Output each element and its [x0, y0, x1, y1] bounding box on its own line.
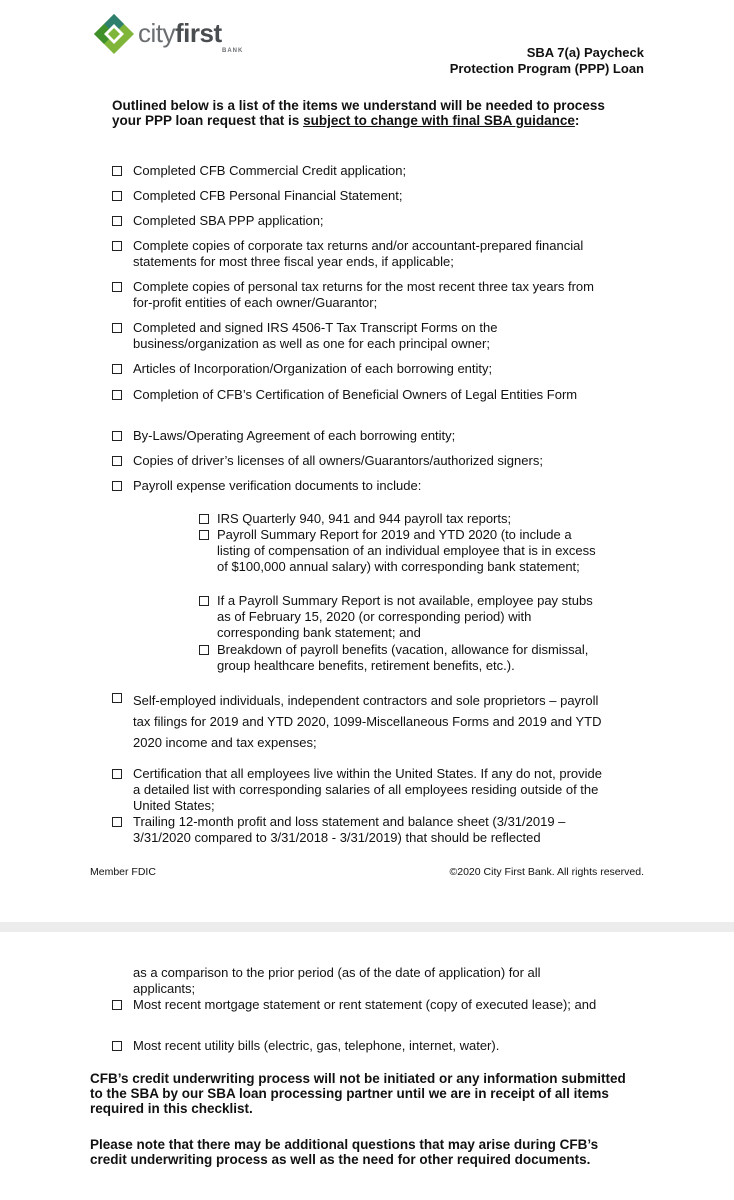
intro-paragraph: Outlined below is a list of the items we understand will be needed to process your PPP loan request that is subject to change with final SBA guidance: [112, 98, 605, 128]
title-line-2: Protection Program (PPP) Loan [449, 61, 644, 76]
document-title [450, 45, 644, 77]
checkbox[interactable] [112, 481, 122, 491]
checkbox[interactable] [112, 817, 122, 827]
checkbox[interactable] [112, 693, 122, 703]
checkbox[interactable] [112, 241, 122, 251]
checkbox[interactable] [112, 191, 122, 201]
checkbox[interactable] [112, 456, 122, 466]
checkbox[interactable] [112, 390, 122, 400]
checkbox[interactable] [112, 1041, 122, 1051]
title-line-1: SBA 7(a) Paycheck [526, 45, 644, 60]
checkbox[interactable] [112, 431, 122, 441]
underwriting-notice: CFB’s credit underwriting process will not be initiated or any information submitted to the SBA by our SBA loan processing partner until we are in receipt of all items required in this checklist. [90, 1071, 626, 1116]
additional-questions-notice: Please note that there may be additional questions that may arise during CFB’s credit underwriting process as well as the need for other required documents. [90, 1137, 599, 1167]
footer-copyright: ©2020 City First Bank. All rights reserved. [449, 866, 644, 878]
logo-wordmark: cityfirst [138, 18, 222, 48]
checkbox[interactable] [112, 216, 122, 226]
checkbox[interactable] [199, 514, 209, 524]
intro-underlined-text: subject to change with final SBA guidance [303, 113, 575, 128]
document-page-1: cityfirst BANK SBA 7(a) Paycheck Protection Program (PPP) Loan Outlined below is a list of the items we understand will be needed to process your PPP loan request that is subject to change with final SBA guidance: Completed CFB Commercial Credit application; Completed CFB Personal Financial Statement; Completed SBA PPP application; Complete copies of corporate tax returns and/or accountant-prepared financial statements for most three fiscal year ends, if applicable; Complete copies of personal tax returns for the most recent three tax years from for-profit entities of each owner/Guarantor; Completed and signed IRS 4506-T Tax Transcript Forms on the business/organization as well as one for each principal owner; Articles of Incorporation/Organization of each borrowing entity; Completion of CFB’s Certification of Beneficial Owners of Legal Entities Form By-Laws/Operating Agreement of each borrowing entity; Copies of driver’s licenses of all owners/Guarantors/authorized signers; Payroll expense verification documents to include: IRS Quarterly 940, 941 and 944 payroll tax reports; Payroll Summary Report for 2019 and YTD 2020 (to include a listing of compensation of an individual employee that is in excess of $100,000 annual salary) with corresponding bank statement; If a Payroll Summary Report is not available, employee pay stubs as of February 15, 2020 (or corresponding period) with corresponding bank statement; and Breakdown of payroll benefits (vacation, allowance for dismissal, group healthcare benefits, retirement benefits, etc.). Self-employed individuals, independent contractors and sole proprietors – payroll tax filings for 2019 and YTD 2020, 1099-Miscellaneous Forms and 2019 and YTD 2020 income and tax expenses; Certification that all employees live within the United States. If any do not, provide a detailed list with corresponding salaries of all employees residing outside of the United States; Trailing 12-month profit and loss statement and balance sheet (3/31/2019 – 3/31/2020 compared to 3/31/2018 - 3/31/2019) that should be reflected Member FDIC ©2020 City First Bank. All rights reserved. [0, 0, 734, 922]
footer-member-fdic: Member FDIC [90, 866, 156, 878]
checkbox[interactable] [112, 769, 122, 779]
checkbox[interactable] [112, 166, 122, 176]
logo-bank-text: BANK [222, 48, 244, 54]
diamond-logo-icon [92, 12, 136, 56]
city-first-bank-logo [92, 12, 252, 58]
checkbox[interactable] [112, 1000, 122, 1010]
checkbox[interactable] [112, 323, 122, 333]
checkbox[interactable] [112, 282, 122, 292]
checkbox[interactable] [199, 645, 209, 655]
checkbox[interactable] [199, 596, 209, 606]
continuation-text: as a comparison to the prior period (as of the date of application) for all applicants; [133, 965, 541, 996]
checkbox[interactable] [112, 364, 122, 374]
checkbox[interactable] [199, 530, 209, 540]
